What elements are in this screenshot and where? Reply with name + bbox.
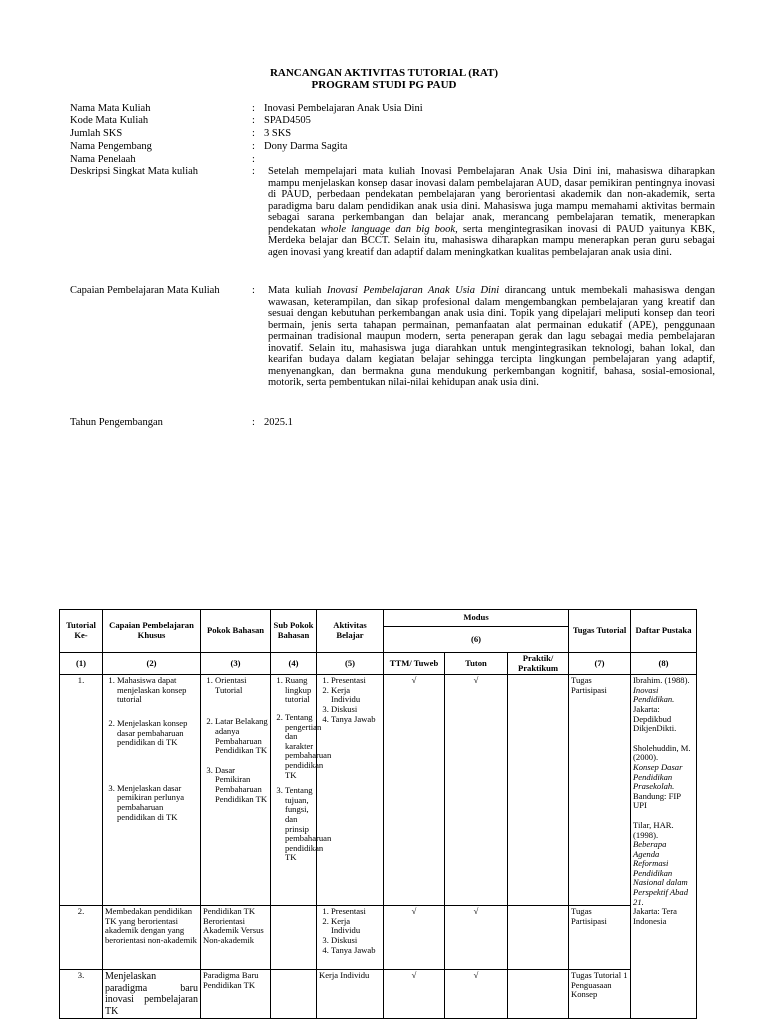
praktik-cell bbox=[508, 970, 569, 1019]
field-label: Capaian Pembelajaran Mata Kuliah bbox=[70, 285, 220, 296]
field-value: Dony Darma Sagita bbox=[264, 141, 348, 152]
ttm-check: √ bbox=[384, 906, 445, 970]
praktik-cell bbox=[508, 675, 569, 906]
field-label: Nama Mata Kuliah bbox=[70, 103, 151, 114]
field-label: Nama Penelaah bbox=[70, 154, 136, 165]
col-number: (2) bbox=[103, 653, 201, 675]
field-value: 3 SKS bbox=[264, 128, 292, 139]
capaian-text-end: dirancang untuk membekali mahasiswa dengan wawasan, keterampilan, dan sikap profesional dalam mengembangkan pembelajaran yang kreatif dan sesuai dengan kebutuhan perkembangan anak usia dini. Topik yang dipelajari meliputi konsep dan teori bermain, jenis serta tahapan permainan, pemanfaatan alat permainan edukatif (APE), penggunaan permainan tradisional maupun modern, serta penerapan gerak dan lagu sebagai media pembelajaran inovatif. Selain itu, mahasiswa juga diarahkan untuk mengintegrasikan teknologi, bahan lokal, dan kearifan budaya dalam kegiatan belajar sehingga tercipta lingkungan pembelajaran yang adaptif, menyenangkan, dan bermakna guna mendukung perkembangan kognitif, bahasa, sosial-emosional, motorik, serta pembentukan nilai-nilai kehidupan anak usia dini. bbox=[268, 285, 715, 388]
deskripsi-paragraph bbox=[268, 166, 715, 258]
pustaka-ref-publisher: Bandung: FIP UPI bbox=[633, 790, 681, 811]
aktivitas-cell bbox=[317, 906, 384, 970]
capaian-cell: Menjelaskan paradigma baru inovasi pembelajaran TK bbox=[103, 970, 201, 1019]
header-modus: Modus bbox=[384, 610, 569, 627]
ttm-check: √ bbox=[384, 970, 445, 1019]
table-row bbox=[60, 675, 697, 906]
row-number: 1. bbox=[60, 675, 103, 906]
deskripsi-italic: whole language dan big book bbox=[320, 223, 456, 235]
field-colon: : bbox=[252, 115, 255, 126]
aktivitas-item: 3. Diskusi bbox=[331, 705, 381, 715]
tuton-check: √ bbox=[445, 970, 508, 1019]
header-tutorial: Tutorial Ke- bbox=[60, 610, 103, 653]
capaian-paragraph bbox=[268, 285, 715, 389]
aktivitas-item: 4. Tanya Jawab bbox=[331, 946, 381, 956]
capaian-item: 3. Menjelaskan dasar pemikiran perlunya pembaharuan pendidikan di TK bbox=[117, 784, 198, 822]
field-colon: : bbox=[252, 166, 255, 177]
sub-item: 1. Ruang lingkup tutorial bbox=[285, 676, 314, 705]
field-label: Kode Mata Kuliah bbox=[70, 115, 149, 126]
field-capaian-pembelajaran bbox=[70, 285, 715, 400]
col-number: (5) bbox=[317, 653, 384, 675]
ttm-check: √ bbox=[384, 675, 445, 906]
pustaka-ref-author: Sholehuddin, M. (2000). bbox=[633, 742, 691, 763]
header-tugas: Tugas Tutorial bbox=[569, 610, 631, 653]
pokok-cell bbox=[201, 675, 271, 906]
capaian-item: 2. Menjelaskan konsep dasar pembaharuan pendidikan di TK bbox=[117, 719, 198, 748]
field-value: 2025.1 bbox=[264, 417, 293, 428]
tuton-check: √ bbox=[445, 906, 508, 970]
aktivitas-item: 4. Tanya Jawab bbox=[331, 715, 381, 725]
capaian-item: 1. Mahasiswa dapat menjelaskan konsep tutorial bbox=[117, 676, 198, 705]
pustaka-ref-publisher: Jakarta: Tera Indonesia bbox=[633, 906, 677, 926]
field-value: Inovasi Pembelajaran Anak Usia Dini bbox=[264, 103, 423, 114]
field-deskripsi bbox=[70, 166, 715, 281]
sub-cell bbox=[271, 970, 317, 1019]
aktivitas-item: 3. Diskusi bbox=[331, 936, 381, 946]
header-tuton: Tuton bbox=[445, 653, 508, 675]
table-row bbox=[60, 906, 697, 970]
aktivitas-cell: Kerja Individu bbox=[317, 970, 384, 1019]
header-modus-number: (6) bbox=[384, 627, 569, 653]
field-value: SPAD4505 bbox=[264, 115, 311, 126]
sub-item: 3. Tentang tujuan, fungsi, dan prinsip pembaharuan pendidikan TK bbox=[285, 786, 314, 863]
pustaka-ref-title: Inovasi Pendidikan. bbox=[633, 684, 675, 705]
capaian-italic: Inovasi Pembelajaran Anak Usia Dini bbox=[326, 285, 500, 296]
col-number: (4) bbox=[271, 653, 317, 675]
pokok-item: 2. Latar Belakang adanya Pembaharuan Pendidikan TK bbox=[215, 717, 268, 755]
field-colon: : bbox=[252, 141, 255, 152]
row-number: 3. bbox=[60, 970, 103, 1019]
col-number: (3) bbox=[201, 653, 271, 675]
tugas-cell: Tugas Tutorial 1 Penguasaan Konsep bbox=[569, 970, 631, 1019]
pustaka-cell bbox=[631, 675, 697, 1019]
col-number: (1) bbox=[60, 653, 103, 675]
pustaka-ref-title: Beberapa Agenda Reformasi Pendidikan Nasional dalam Perspektif Abad 21. bbox=[633, 839, 689, 907]
field-label: Tahun Pengembangan bbox=[70, 417, 163, 428]
tugas-cell: Tugas Partisipasi bbox=[569, 906, 631, 970]
document-subtitle: PROGRAM STUDI PG PAUD bbox=[311, 79, 457, 91]
col-number: (7) bbox=[569, 653, 631, 675]
document-title: RANCANGAN AKTIVITAS TUTORIAL (RAT) bbox=[269, 67, 499, 79]
aktivitas-item: 2. Kerja Individu bbox=[331, 917, 381, 936]
pustaka-ref-title: Konsep Dasar Pendidikan Prasekolah. bbox=[633, 761, 683, 792]
sub-item: 2. Tentang pengertian dan karakter pembaharuan pendidikan TK bbox=[285, 713, 314, 780]
field-label: Nama Pengembang bbox=[70, 141, 152, 152]
aktivitas-cell bbox=[317, 675, 384, 906]
capaian-cell bbox=[103, 675, 201, 906]
deskripsi-text: Setelah mempelajari mata kuliah Inovasi Pembelajaran Anak Usia Dini ini, mahasiswa diharapkan mampu menjelaskan konsep dasar inovasi dalam pembelajaran AUD, dasar pemikiran pentingnya inovasi di PAUD, perbedaan pendekatan pembelajaran yang berorientasi akademik dan non-akademik, serta paradigma baru dalam pendidikan anak usia dini. Mahasiswa juga mampu memahami aktivitas bermain sebagai sarana perkembangan dan belajar anak, merancang pembelajaran tematik, menerapkan pendekatan bbox=[268, 166, 715, 235]
pokok-cell: Pendidikan TK Berorientasi Akademik Versus Non-akademik bbox=[201, 906, 271, 970]
col-number: (8) bbox=[631, 653, 697, 675]
header-aktivitas: Aktivitas Belajar bbox=[317, 610, 384, 653]
tuton-check: √ bbox=[445, 675, 508, 906]
field-colon: : bbox=[252, 285, 255, 296]
pokok-item: 3. Dasar Pemikiran Pembaharuan Pendidikan TK bbox=[215, 766, 268, 804]
field-label: Deskripsi Singkat Mata kuliah bbox=[70, 166, 199, 177]
header-pustaka: Daftar Pustaka bbox=[631, 610, 697, 653]
rat-table bbox=[59, 609, 697, 1019]
header-ttm: TTM/ Tuweb bbox=[384, 653, 445, 675]
pokok-item: 1. Orientasi Tutorial bbox=[215, 676, 268, 695]
aktivitas-item: 1. Presentasi bbox=[331, 676, 381, 686]
aktivitas-item: 2. Kerja Individu bbox=[331, 686, 381, 705]
table-row bbox=[60, 970, 697, 1019]
row-number: 2. bbox=[60, 906, 103, 970]
field-colon: : bbox=[252, 154, 255, 165]
header-capaian: Capaian Pembelajaran Khusus bbox=[103, 610, 201, 653]
field-colon: : bbox=[252, 417, 255, 428]
capaian-text: Mata kuliah bbox=[268, 285, 327, 296]
praktik-cell bbox=[508, 906, 569, 970]
field-colon: : bbox=[252, 103, 255, 114]
tugas-cell: Tugas Partisipasi bbox=[569, 675, 631, 906]
header-praktik: Praktik/ Praktikum bbox=[508, 653, 569, 675]
sub-cell bbox=[271, 675, 332, 906]
pokok-cell: Paradigma Baru Pendidikan TK bbox=[201, 970, 271, 1019]
aktivitas-item: 1. Presentasi bbox=[331, 907, 381, 917]
deskripsi-text-end: , serta mengintegrasikan inovasi di PAUD yaitunya KBK, Merdeka belajar dan BCCT. Selain itu, mahasiswa diharapkan mampu menerapkan peran guru sebagai agen inovasi yang kreatif dan adaptif dalam meningkatkan kualitas pembelajaran anak usia dini. bbox=[268, 223, 715, 258]
pustaka-ref-author: Ibrahim. (1988). bbox=[633, 675, 690, 686]
header-sub-pokok-bahasan: Sub Pokok Bahasan bbox=[271, 610, 317, 653]
field-colon: : bbox=[252, 128, 255, 139]
capaian-cell: Membedakan pendidikan TK yang berorientasi akademik dengan yang berorientasi non-akademik bbox=[103, 906, 201, 970]
pustaka-ref-author: Tilar, HAR. (1998). bbox=[633, 819, 674, 840]
sub-cell bbox=[271, 906, 317, 970]
pustaka-ref-publisher: Jakarta: Depdikbud DikjenDikti. bbox=[633, 703, 677, 734]
field-label: Jumlah SKS bbox=[70, 128, 123, 139]
header-pokok-bahasan: Pokok Bahasan bbox=[201, 610, 271, 653]
